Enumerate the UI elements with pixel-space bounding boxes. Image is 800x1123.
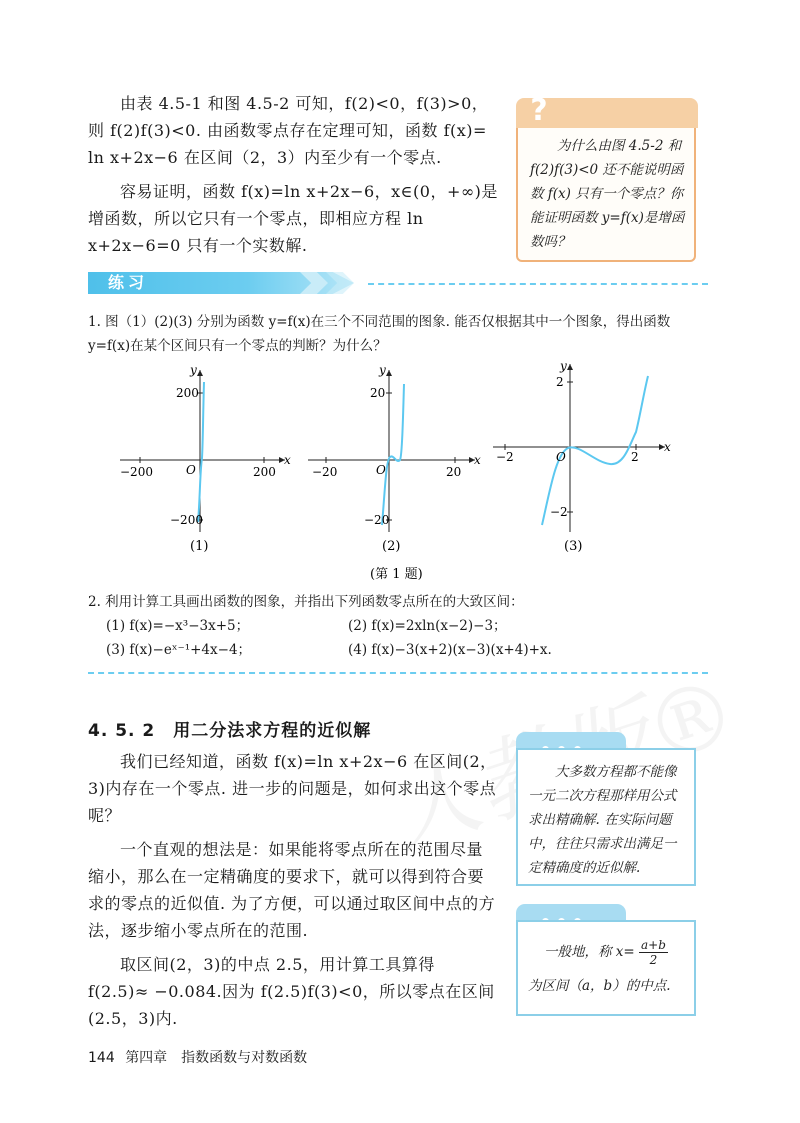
side-note-1-text: 大多数方程都不能像一元二次方程那样用公式求出精确解. 在实际问题中，往往只需求出满足一定精确度的近似解. [528,764,677,876]
graph-1-caption: (1) [190,539,209,554]
graph-3-origin: O [556,450,566,464]
graph-2-caption: (2) [382,539,401,554]
graph-3-y-label: y [560,360,567,373]
graph-2-y-label: y [379,363,386,377]
section-paragraph-3: 取区间(2，3)的中点 2.5，用计算工具算得 f(2.5)≈ −0.084.因为 f(2.5)f(3)<0，所以零点在区间(2.5，3)内. [88,955,495,1028]
graph-1 [120,363,291,554]
graph-2-y-neg: −20 [364,513,390,527]
graph-2-y-pos: 20 [370,386,386,400]
figure-caption: (第 1 题) [370,567,423,582]
page-footer [88,1047,307,1067]
chapter-title: 第四章 指数函数与对数函数 [125,1050,308,1066]
question-box-text: 为什么由图 4.5-2 和 f(2)f(3)<0 还不能说明函数 f(x) 只有一个零点？你能证明函数 y=f(x)是增函数吗？ [530,138,685,250]
graph-1-y-pos: 200 [176,386,199,400]
section-paragraph-2: 一个直观的想法是：如果能将零点所在的范围尽量缩小，那么在一定精确度的要求下，就可以得到符合要求的零点的近似值. 为了方便，可以通过取区间中点的方法，逐步缩小零点所在的范围. [88,840,496,940]
graph-1-curve [198,382,204,522]
graph-3-x-label: x [664,440,671,454]
graph-3-x-neg: −2 [496,450,514,464]
midpoint-fraction [639,938,668,967]
side-note-2-prefix: 一般地，称 x= [544,944,635,960]
graph-1-x-pos: 200 [253,465,276,479]
graph-2-x-label: x [474,453,481,467]
side-note-1 [516,748,696,886]
question-2-item-3: (3) f(x)−eˣ⁻¹+4x−4； [106,642,252,658]
question-2-item-1: (1) f(x)=−x³−3x+5； [106,618,250,634]
side-note-2 [516,920,696,1016]
side-note-2-line-1 [544,938,694,967]
graph-3 [493,360,671,554]
graph-1-origin: O [186,463,196,477]
intro-paragraph-2: 容易证明，函数 f(x)=ln x+2x−6，x∈(0，+∞)是增函数，所以它只有一个零点，即相应方程 ln x+2x−6=0 只有一个实数解. [88,182,498,255]
graph-1-y-neg: −200 [170,513,203,527]
graph-2 [308,363,481,554]
question-2-item-4: (4) f(x)−3(x+2)(x−3)(x+4)+x. [348,642,552,658]
fraction-denominator: 2 [649,953,658,967]
section-title: 4. 5. 2 用二分法求方程的近似解 [88,721,372,741]
exercise-graphs [110,360,680,590]
graph-2-origin: O [376,463,386,477]
exercise-banner-label: 练习 [108,273,149,292]
graph-1-y-label: y [190,363,197,377]
exercise-end-dashed-line [88,672,708,674]
graph-3-y-neg: −2 [550,505,568,519]
graph-2-x-pos: 20 [446,465,462,479]
graph-1-x-neg: −200 [120,465,153,479]
question-mark-icon: ? [530,93,548,128]
section-text [88,748,498,1039]
question-box [516,93,696,262]
graph-3-x-pos: 2 [631,450,639,464]
exercise-question-2: 2. 利用计算工具画出函数的图象，并指出下列函数零点所在的大致区间： [88,594,524,610]
section-paragraph-1: 我们已经知道，函数 f(x)=ln x+2x−6 在区间(2，3)内存在一个零点. 进一步的问题是，如何求出这个零点呢？ [88,752,497,825]
graph-2-curve [382,384,404,525]
side-note-2-suffix: 为区间（a，b）的中点. [528,978,671,994]
graph-3-y-pos: 2 [556,375,564,389]
intro-text [88,90,498,266]
exercise-question-1: 1. 图（1）(2)(3) 分别为函数 y=f(x)在三个不同范围的图象. 能否仅根据其中一个图象，得出函数 y=f(x)在某个区间只有一个零点的判断？为什么？ [88,314,671,354]
fraction-numerator: a+b [641,938,666,952]
graph-3-caption: (3) [564,539,583,554]
intro-paragraph-1: 由表 4.5-1 和图 4.5-2 可知，f(2)<0，f(3)>0，则 f(2)f(3)<0. 由函数零点存在定理可知，函数 f(x)= ln x+2x−6 在区间（2，3）内至少有一个零点. [88,94,489,167]
banner-dashed-line [368,283,708,285]
graph-1-x-label: x [284,453,291,467]
question-2-item-2: (2) f(x)=2xln(x−2)−3； [348,618,507,634]
graph-2-x-neg: −20 [312,465,338,479]
page-number: 144 [88,1050,115,1066]
